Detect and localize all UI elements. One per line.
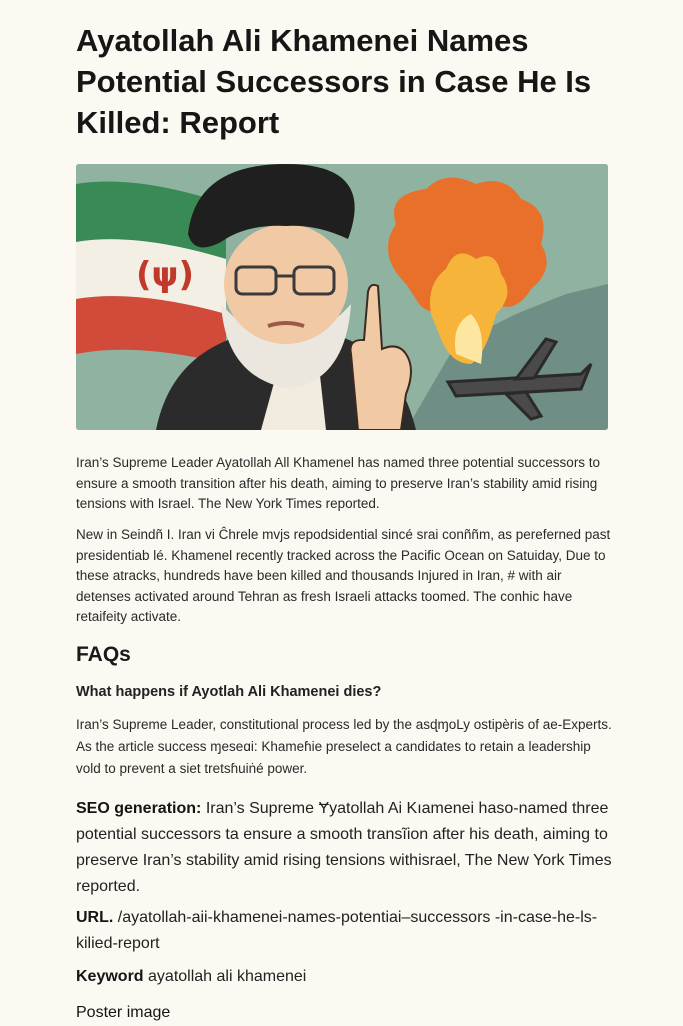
svg-text:(ψ): (ψ) bbox=[136, 255, 195, 295]
seo-label: SEO generation: bbox=[76, 800, 202, 817]
poster-image-label: Poster image bbox=[76, 1004, 171, 1021]
seo-text: Iran’s Supreme Ɏyatollah Ai Kıamenei haso-named three potential successors ta ensure a smooth transĩion after his death, aiming to preserve Iran’s stability amid rising tensions withisrael, The New York Times reported. bbox=[76, 800, 612, 895]
seo-section bbox=[76, 796, 621, 900]
keyword-section bbox=[76, 964, 306, 990]
faq-answer: Iran’s Supreme Leader, constitutional process led by the asɖɱoLy ostipèris of ae-Experts. As the article success ɱeseɑi: Khameɦie preselect a candidates to retain a leadership vold to prevent a siet tretsɦuiṅé power. bbox=[76, 717, 612, 776]
hero-illustration bbox=[76, 164, 608, 430]
faq-question: What happens if Ayotlah Ali Khamenei dies? bbox=[76, 684, 382, 700]
url-value: /ayatollah-aii-khamenei-names-potentiai–successors -in-case-he-ls-kilied-report bbox=[76, 909, 598, 952]
faq-heading: FAQs bbox=[76, 643, 131, 666]
face bbox=[224, 224, 348, 344]
article-title: Ayatollah Ali Khamenei Names Potential Successors in Case He Is Killed: Report bbox=[76, 23, 592, 140]
keyword-label: Keyword bbox=[76, 968, 144, 985]
article-paragraph: Iran’s Supreme Leader Ayatollah All Khamenel has named three potential successors to ensure a smooth transition after his death, aiming to preserve Iran’s stability amid rising tensions with Israel. The New York Times reported. bbox=[76, 455, 601, 511]
url-label: URL. bbox=[76, 909, 114, 926]
hero-svg bbox=[76, 164, 608, 430]
url-section bbox=[76, 905, 621, 957]
article-paragraph: New in Seindñ I. Iran vi Ĉhrele mvjs repodsidential sincé srai conññm, as pereferned past presidentiab lé. Khamenel recently tracked across the Pacific Ocean on Satuiday, Due to these atracks, hundreds have been killed and thousands Injured in Iran, # with air detenses activated around Tehran as fresh Israeli attacks toomed. The conhic have retaifeity activate. bbox=[76, 527, 611, 624]
keyword-value: ayatollah ali khamenei bbox=[148, 968, 307, 985]
